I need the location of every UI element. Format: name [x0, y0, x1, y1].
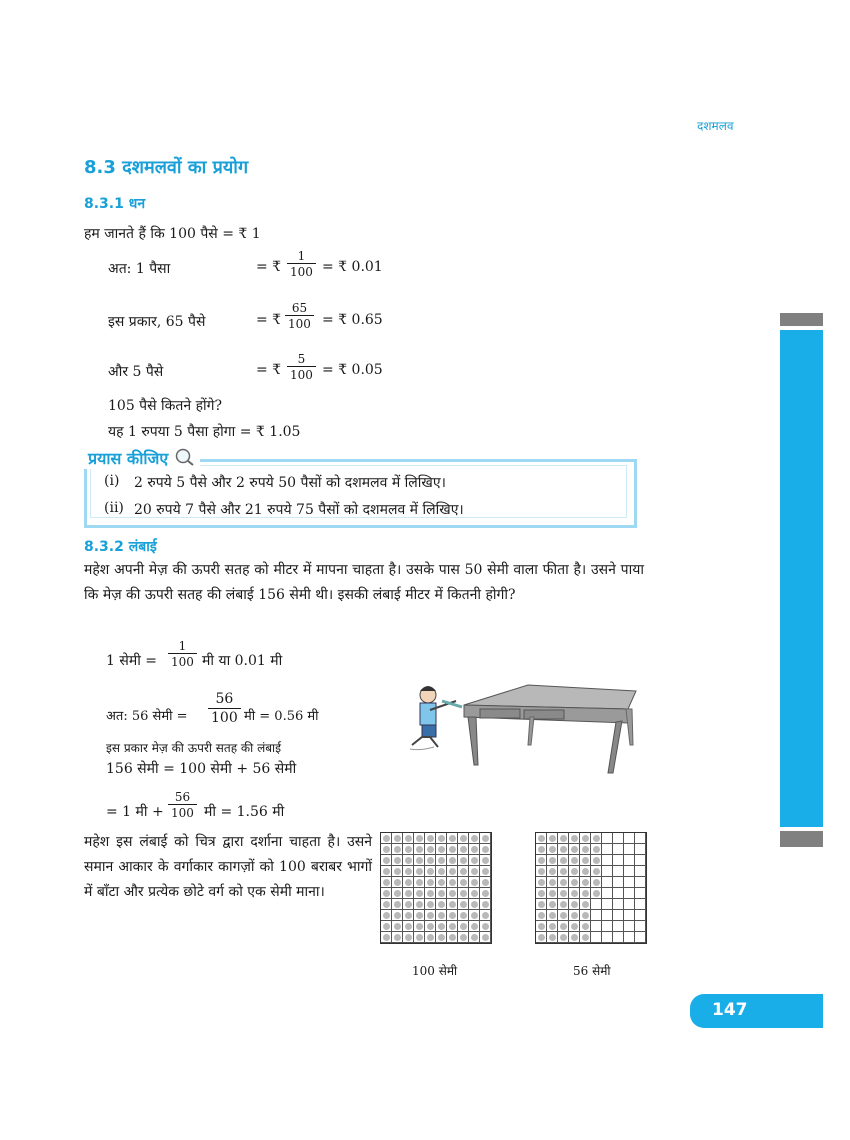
grid-cell	[403, 844, 414, 855]
grid-cell	[425, 899, 436, 910]
grid-cell	[536, 833, 547, 844]
grid-cell	[447, 833, 458, 844]
grid-cell	[480, 910, 491, 921]
grid-cell	[569, 888, 580, 899]
grid-cell	[602, 877, 613, 888]
grid-cell	[558, 921, 569, 932]
eq1-fraction	[168, 639, 197, 669]
money-row-2-fraction	[285, 301, 314, 331]
grid-cell	[458, 932, 469, 943]
grid-cell	[381, 866, 392, 877]
grid-cell	[635, 932, 646, 943]
grid-cell	[569, 932, 580, 943]
grid-cell	[580, 866, 591, 877]
money-row-2-label: इस प्रकार, 65 पैसे	[108, 314, 206, 330]
grid-cell	[425, 910, 436, 921]
grid-cell	[602, 866, 613, 877]
grid-cell	[635, 910, 646, 921]
grid-cell	[425, 921, 436, 932]
grid-cell	[602, 910, 613, 921]
grid-cell	[580, 833, 591, 844]
grid-cell	[613, 932, 624, 943]
money-row-3-fraction	[287, 352, 316, 382]
grid-cell	[392, 844, 403, 855]
eq1-right: मी या 0.01 मी	[202, 653, 283, 669]
grid-cell	[425, 888, 436, 899]
grid-cell	[403, 855, 414, 866]
money-row-1-label: अत: 1 पैसा	[108, 261, 171, 277]
grid-cell	[624, 866, 635, 877]
eq2-left: अत: 56 सेमी =	[106, 709, 188, 724]
grid-cell	[591, 877, 602, 888]
grid-cell	[602, 899, 613, 910]
grid-cell	[425, 855, 436, 866]
try-item-1-text: 2 रुपये 5 पैसे और 2 रुपये 50 पैसों को दशमलव में लिखिए।	[134, 475, 446, 491]
grid-cell	[414, 844, 425, 855]
grid-cell	[547, 866, 558, 877]
grid-cell	[536, 844, 547, 855]
try-item-2-num: (ii)	[104, 500, 124, 516]
grid-cell	[558, 910, 569, 921]
grid-cell	[458, 855, 469, 866]
grid-cell	[469, 877, 480, 888]
fraction-numerator: 56	[174, 790, 191, 804]
grid-cell	[414, 855, 425, 866]
grid-cell	[602, 932, 613, 943]
fraction-denominator: 100	[287, 263, 316, 279]
grid-cell	[425, 844, 436, 855]
grid-cell	[613, 877, 624, 888]
grid-cell	[624, 910, 635, 921]
grid-cell	[414, 932, 425, 943]
grid-cell	[447, 844, 458, 855]
running-header: दशमलव	[697, 119, 734, 133]
grid-cell	[624, 888, 635, 899]
grid-cell	[624, 932, 635, 943]
grid-cell	[624, 855, 635, 866]
money-row-3-eq: = ₹	[256, 362, 282, 378]
grid-cell	[447, 899, 458, 910]
grid-cell	[392, 932, 403, 943]
grid-cell	[580, 899, 591, 910]
grid-cell	[381, 932, 392, 943]
grid-cell	[547, 844, 558, 855]
grid-cell	[591, 866, 602, 877]
money-answer: यह 1 रुपया 5 पैसा होगा = ₹ 1.05	[108, 424, 301, 440]
grid-cell	[569, 844, 580, 855]
fraction-denominator: 100	[285, 315, 314, 331]
grid-cell	[613, 844, 624, 855]
fraction-denominator: 100	[208, 708, 241, 727]
eq2-fraction	[208, 691, 241, 727]
fraction-numerator: 5	[297, 352, 306, 366]
grid-cell	[381, 833, 392, 844]
grid-cell	[591, 899, 602, 910]
grid-cell	[624, 844, 635, 855]
grid-cell	[569, 921, 580, 932]
side-tab-grey-bottom	[780, 831, 823, 847]
grid-cell	[436, 921, 447, 932]
grid-cell	[613, 910, 624, 921]
grid-cell	[458, 844, 469, 855]
grid-cell	[602, 921, 613, 932]
grid-cell	[635, 899, 646, 910]
grid-cell	[403, 877, 414, 888]
side-tab-grey-top	[780, 313, 823, 326]
grid-cell	[613, 888, 624, 899]
grid-cell	[425, 833, 436, 844]
try-these-title-text: प्रयास कीजिए	[88, 449, 169, 468]
eq2-right: मी = 0.56 मी	[244, 709, 319, 724]
try-item-1-num: (i)	[104, 473, 120, 489]
grid-cell	[480, 844, 491, 855]
grid-cell	[635, 921, 646, 932]
grid-cell	[381, 910, 392, 921]
magnifier-icon	[174, 447, 196, 467]
grid-cell	[591, 888, 602, 899]
grid-cell	[469, 833, 480, 844]
grid-cell	[591, 921, 602, 932]
grid-cell	[480, 899, 491, 910]
grid-cell	[458, 833, 469, 844]
grid-cell	[624, 899, 635, 910]
subsection-title-money: 8.3.1 धन	[84, 196, 146, 212]
grid-cell	[591, 844, 602, 855]
length-paragraph: महेश अपनी मेज़ की ऊपरी सतह को मीटर में मापना चाहता है। उसके पास 50 सेमी वाला फीता है। उसने पाया कि मेज़ की ऊपरी सतह की लंबाई 156 सेमी थी। इसकी लंबाई मीटर में कितनी होगी?	[84, 562, 644, 603]
grid-cell	[569, 910, 580, 921]
grid-cell	[635, 888, 646, 899]
grid-cell	[392, 921, 403, 932]
grid-cell	[558, 932, 569, 943]
grid-cell	[458, 888, 469, 899]
grid-cell	[414, 877, 425, 888]
eq4-left: = 1 मी +	[106, 804, 164, 820]
grid-cell	[547, 910, 558, 921]
eq4-right: मी = 1.56 मी	[204, 804, 285, 820]
grid-cell	[635, 866, 646, 877]
money-row-2-result: = ₹ 0.65	[322, 312, 383, 328]
money-row-1-result: = ₹ 0.01	[322, 259, 383, 275]
grid-cell	[558, 833, 569, 844]
grid-cell	[591, 932, 602, 943]
grid-cell	[536, 910, 547, 921]
grid-cell	[425, 866, 436, 877]
grid-cell	[558, 877, 569, 888]
page-number: 147	[712, 1000, 748, 1020]
grid-cell	[403, 932, 414, 943]
fraction-denominator: 100	[168, 804, 197, 820]
section-title: 8.3 दशमलवों का प्रयोग	[84, 157, 249, 178]
money-row-1-eq: = ₹	[256, 259, 282, 275]
page-number-tab	[690, 994, 823, 1028]
grid-cell	[591, 855, 602, 866]
fraction-denominator: 100	[287, 366, 316, 382]
grid-cell	[447, 866, 458, 877]
grid-cell	[381, 855, 392, 866]
grid-cell	[580, 855, 591, 866]
grid-cell	[414, 833, 425, 844]
grid-cell	[414, 866, 425, 877]
grid-cell	[480, 888, 491, 899]
grid-cell	[613, 899, 624, 910]
grid-cell	[569, 855, 580, 866]
grid-cell	[469, 899, 480, 910]
fraction-numerator: 65	[291, 301, 308, 315]
side-tab-blue	[780, 330, 823, 827]
grid-cell	[547, 855, 558, 866]
money-row-2-eq: = ₹	[256, 312, 282, 328]
grid-cell	[480, 855, 491, 866]
grid-cell	[458, 910, 469, 921]
money-row-1-fraction	[287, 249, 316, 279]
grid-cell	[580, 844, 591, 855]
grid-cell	[536, 855, 547, 866]
grid-cell	[547, 833, 558, 844]
money-question: 105 पैसे कितने होंगे?	[108, 398, 223, 414]
grid-cell	[580, 877, 591, 888]
grid-cell	[447, 921, 458, 932]
grid-cell	[558, 888, 569, 899]
grid-cell	[458, 899, 469, 910]
grid-cell	[447, 932, 458, 943]
grid-cell	[447, 877, 458, 888]
fraction-numerator: 56	[215, 691, 234, 707]
grid-cell	[392, 877, 403, 888]
grid-cell	[635, 844, 646, 855]
grid-cell	[613, 866, 624, 877]
grid-cell	[547, 899, 558, 910]
grid-cell	[558, 844, 569, 855]
grid-cell	[480, 877, 491, 888]
fraction-numerator: 1	[297, 249, 306, 263]
grid-cell	[613, 855, 624, 866]
grid-cell	[480, 932, 491, 943]
grid-cell	[569, 877, 580, 888]
grid-cell	[558, 899, 569, 910]
grid-cell	[381, 899, 392, 910]
grid-cell	[624, 833, 635, 844]
money-row-3-label: और 5 पैसे	[108, 364, 164, 380]
grid-cell	[602, 833, 613, 844]
grid-cell	[447, 888, 458, 899]
grid-cell	[436, 877, 447, 888]
grid-cell	[547, 932, 558, 943]
grid-cell	[602, 844, 613, 855]
grid-cell	[469, 932, 480, 943]
grid-cell	[613, 833, 624, 844]
money-row-3-result: = ₹ 0.05	[322, 362, 383, 378]
grid-cell	[436, 844, 447, 855]
grid-cell	[381, 888, 392, 899]
grid-cell	[547, 921, 558, 932]
grid-cell	[480, 921, 491, 932]
grid-cell	[536, 932, 547, 943]
grid-cell	[469, 921, 480, 932]
grid-cell	[558, 855, 569, 866]
grid-cell	[392, 899, 403, 910]
grid-cell	[480, 866, 491, 877]
grid-cell	[536, 888, 547, 899]
grid-cell	[436, 866, 447, 877]
grid-cell	[381, 877, 392, 888]
grid-100-cm	[380, 832, 492, 944]
grid-cell	[425, 877, 436, 888]
grid-cell	[403, 921, 414, 932]
grid-cell	[635, 833, 646, 844]
grid-cell	[403, 833, 414, 844]
grid-cell	[458, 866, 469, 877]
grid-cell	[602, 855, 613, 866]
grid-cell	[436, 888, 447, 899]
grid-cell	[403, 888, 414, 899]
grid-cell	[536, 877, 547, 888]
grid-cell	[469, 844, 480, 855]
grid-cell	[569, 833, 580, 844]
grid-cell	[381, 921, 392, 932]
fraction-denominator: 100	[168, 653, 197, 669]
grid-cell	[624, 921, 635, 932]
grid-cell	[392, 855, 403, 866]
eq1-left: 1 सेमी =	[106, 653, 157, 669]
grid-cell	[547, 877, 558, 888]
grid-cell	[414, 888, 425, 899]
grid-56-cm	[535, 832, 647, 944]
boy-measuring-table-illustration	[400, 665, 640, 780]
try-these-title	[84, 447, 200, 469]
grid-cell	[624, 877, 635, 888]
length-paragraph-2: महेश इस लंबाई को चित्र द्वारा दर्शाना चाहता है। उसने समान आकार के वर्गाकार कागज़ों को 100 बराबर भागों में बाँटा और प्रत्येक छोटे वर्ग को एक सेमी माना।	[84, 834, 372, 900]
grid-cell	[580, 932, 591, 943]
grid-cell	[414, 899, 425, 910]
grid-cell	[558, 866, 569, 877]
grid-cell	[569, 899, 580, 910]
grid-cell	[469, 910, 480, 921]
grid-cell	[403, 899, 414, 910]
grid-cell	[447, 855, 458, 866]
grid-cell	[458, 877, 469, 888]
grid-cell	[414, 910, 425, 921]
grid-cell	[447, 910, 458, 921]
grid-cell	[381, 844, 392, 855]
grid-100-caption: 100 सेमी	[412, 964, 458, 978]
grid-cell	[580, 921, 591, 932]
fraction-numerator: 1	[178, 639, 187, 653]
grid-cell	[469, 855, 480, 866]
grid-cell	[403, 866, 414, 877]
grid-cell	[436, 833, 447, 844]
grid-cell	[392, 910, 403, 921]
try-item-2-text: 20 रुपये 7 पैसे और 21 रुपये 75 पैसों को दशमलव में लिखिए।	[134, 502, 464, 518]
grid-cell	[547, 888, 558, 899]
grid-cell	[635, 877, 646, 888]
grid-cell	[536, 866, 547, 877]
grid-cell	[436, 855, 447, 866]
money-intro: हम जानते हैं कि 100 पैसे = ₹ 1	[84, 226, 261, 242]
grid-cell	[425, 932, 436, 943]
grid-cell	[392, 866, 403, 877]
grid-cell	[414, 921, 425, 932]
eq4-fraction	[168, 790, 197, 820]
grid-cell	[392, 833, 403, 844]
grid-cell	[569, 866, 580, 877]
eq3-line2: 156 सेमी = 100 सेमी + 56 सेमी	[106, 761, 297, 777]
grid-cell	[635, 855, 646, 866]
grid-cell	[536, 921, 547, 932]
subsection-title-length: 8.3.2 लंबाई	[84, 539, 157, 555]
grid-cell	[480, 833, 491, 844]
grid-cell	[602, 888, 613, 899]
grid-cell	[436, 899, 447, 910]
grid-cell	[436, 910, 447, 921]
grid-cell	[591, 833, 602, 844]
grid-cell	[436, 932, 447, 943]
grid-cell	[469, 866, 480, 877]
grid-cell	[536, 899, 547, 910]
grid-56-caption: 56 सेमी	[573, 964, 611, 978]
grid-cell	[469, 888, 480, 899]
grid-cell	[591, 910, 602, 921]
grid-cell	[580, 910, 591, 921]
eq3-line1: इस प्रकार मेज़ की ऊपरी सतह की लंबाई	[106, 741, 282, 755]
grid-cell	[403, 910, 414, 921]
grid-cell	[392, 888, 403, 899]
grid-cell	[458, 921, 469, 932]
grid-cell	[580, 888, 591, 899]
grid-cell	[613, 921, 624, 932]
